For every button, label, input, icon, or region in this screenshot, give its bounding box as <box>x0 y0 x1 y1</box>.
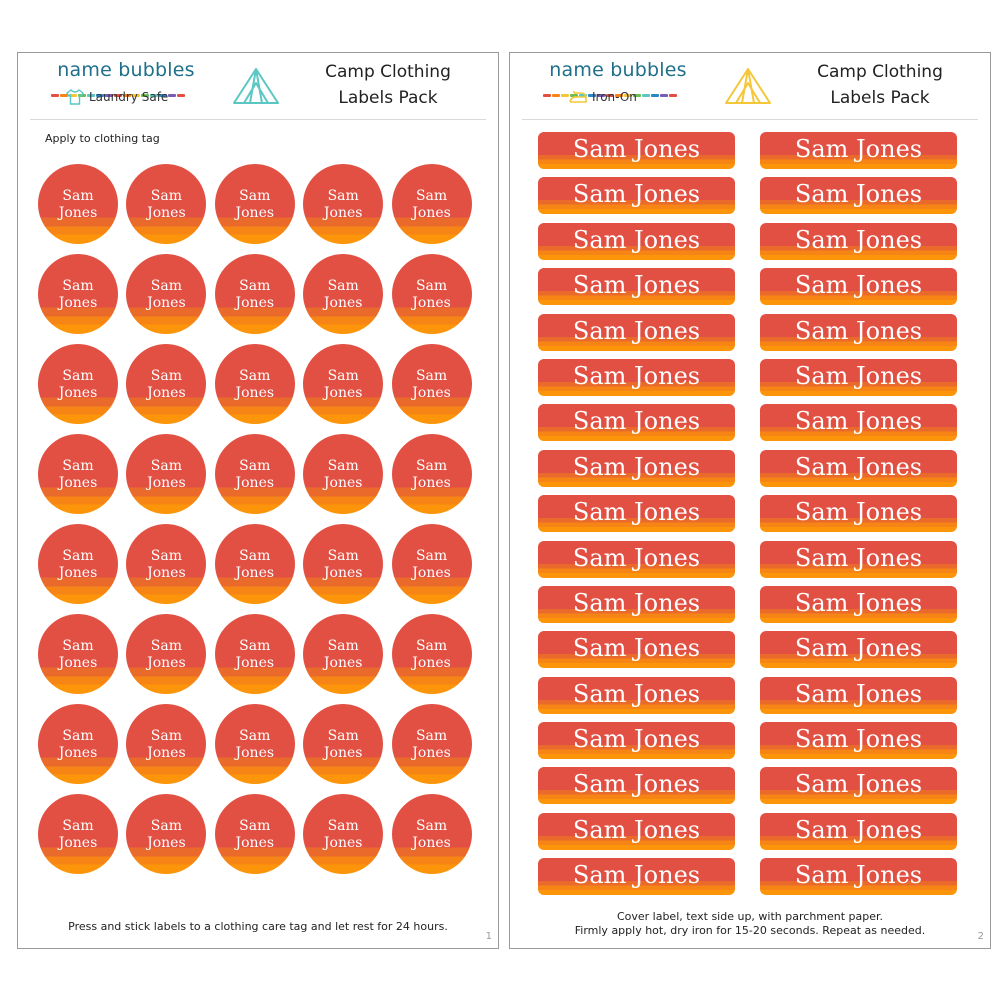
round-label-text <box>126 638 206 672</box>
label-first-name: Sam <box>415 188 448 204</box>
label-last-name: Jones <box>235 205 275 221</box>
label-first-name: Sam <box>327 278 359 294</box>
label-first-name: Sam <box>415 548 448 564</box>
label-first-name: Sam <box>150 728 182 744</box>
rectangle-name-label <box>760 858 957 895</box>
label-last-name: Jones <box>58 475 98 491</box>
label-first-name: Sam <box>239 368 271 384</box>
label-first-name: Sam <box>62 818 94 834</box>
round-name-label <box>126 794 206 874</box>
label-last-name: Jones <box>235 655 275 671</box>
rectangle-name-label <box>538 404 735 441</box>
round-name-label <box>38 434 118 514</box>
label-last-name: Jones <box>58 205 98 221</box>
label-last-name: Jones <box>412 295 451 311</box>
brand-logo-underline <box>543 82 693 86</box>
round-label-text <box>392 368 472 402</box>
rectangle-name-label <box>760 541 957 578</box>
iron-instruction-line-1: Cover label, text side up, with parchment paper. <box>616 910 884 923</box>
rectangle-label-text: Sam Jones <box>794 588 923 617</box>
header-divider <box>522 119 978 120</box>
rectangle-name-label <box>538 767 735 804</box>
iron-icon <box>568 89 588 105</box>
label-first-name: Sam <box>62 548 94 564</box>
rectangle-label-text: Sam Jones <box>794 543 923 572</box>
label-last-name: Jones <box>323 835 363 851</box>
rectangle-name-label <box>760 495 957 532</box>
round-name-label <box>215 704 295 784</box>
rectangle-label-text: Sam Jones <box>794 452 923 481</box>
rectangle-label-text: Sam Jones <box>572 861 701 890</box>
rectangle-label-text: Sam Jones <box>572 180 701 209</box>
iron-instruction-line-2: Firmly apply hot, dry iron for 15-20 seconds. Repeat as needed. <box>574 924 926 937</box>
rectangle-label-text: Sam Jones <box>572 498 701 527</box>
tent-icon <box>722 65 774 109</box>
label-last-name: Jones <box>412 835 451 851</box>
rectangle-label-text: Sam Jones <box>794 316 923 345</box>
label-first-name: Sam <box>415 818 448 834</box>
rectangle-label-text: Sam Jones <box>572 316 701 345</box>
round-label-text <box>126 548 206 582</box>
rectangle-label-text: Sam Jones <box>572 679 701 708</box>
label-first-name: Sam <box>239 548 271 564</box>
round-name-label <box>392 524 472 604</box>
label-first-name: Sam <box>62 188 94 204</box>
label-sheet-laundry-safe <box>17 52 499 949</box>
rectangle-label-text: Sam Jones <box>794 407 923 436</box>
label-last-name: Jones <box>412 475 451 491</box>
round-name-label <box>303 614 383 694</box>
rectangle-label-text: Sam Jones <box>572 361 701 390</box>
label-last-name: Jones <box>147 745 186 761</box>
rectangle-label-text: Sam Jones <box>572 588 701 617</box>
label-first-name: Sam <box>62 728 94 744</box>
rectangle-label-grid <box>538 132 957 895</box>
label-last-name: Jones <box>58 745 98 761</box>
round-label-text <box>38 548 118 582</box>
round-label-text <box>126 368 206 402</box>
round-name-label <box>303 524 383 604</box>
round-label-text <box>392 638 472 672</box>
round-label-text <box>215 728 295 762</box>
rectangle-name-label <box>538 813 735 850</box>
label-last-name: Jones <box>412 385 451 401</box>
label-first-name: Sam <box>415 368 448 384</box>
round-label-text <box>215 818 295 852</box>
rectangle-name-label <box>760 268 957 305</box>
label-first-name: Sam <box>415 458 448 474</box>
label-first-name: Sam <box>327 368 359 384</box>
title-line-1: Camp Clothing <box>325 62 451 82</box>
round-name-label <box>303 344 383 424</box>
rectangle-label-text: Sam Jones <box>572 634 701 663</box>
rectangle-name-label <box>538 450 735 487</box>
label-last-name: Jones <box>323 205 363 221</box>
round-name-label <box>126 614 206 694</box>
rectangle-label-text: Sam Jones <box>572 543 701 572</box>
label-first-name: Sam <box>415 638 448 654</box>
feature-badge <box>65 89 168 105</box>
label-first-name: Sam <box>327 548 359 564</box>
round-name-label <box>38 344 118 424</box>
brand-logo-underline <box>51 82 201 86</box>
label-first-name: Sam <box>62 638 94 654</box>
label-last-name: Jones <box>235 745 275 761</box>
rectangle-label-text: Sam Jones <box>572 452 701 481</box>
title-line-1: Camp Clothing <box>817 62 943 82</box>
round-name-label <box>215 524 295 604</box>
rectangle-label-text: Sam Jones <box>794 135 923 163</box>
label-first-name: Sam <box>415 278 448 294</box>
rectangle-label-text: Sam Jones <box>794 679 923 708</box>
round-name-label <box>392 614 472 694</box>
rectangle-name-label <box>760 586 957 623</box>
round-name-label <box>38 524 118 604</box>
round-name-label <box>303 164 383 244</box>
rectangle-label-text: Sam Jones <box>572 225 701 254</box>
label-last-name: Jones <box>235 565 275 581</box>
rectangle-label-text: Sam Jones <box>794 225 923 254</box>
label-last-name: Jones <box>147 475 186 491</box>
round-name-label <box>215 434 295 514</box>
rectangle-name-label <box>538 132 735 169</box>
label-first-name: Sam <box>150 638 182 654</box>
round-label-text <box>303 638 383 672</box>
shirt-icon <box>65 89 85 105</box>
label-last-name: Jones <box>412 655 451 671</box>
rectangle-name-label <box>538 359 735 396</box>
round-name-label <box>303 794 383 874</box>
round-label-text <box>392 278 472 312</box>
label-last-name: Jones <box>147 205 186 221</box>
rectangle-name-label <box>538 177 735 214</box>
label-last-name: Jones <box>235 385 275 401</box>
round-name-label <box>392 794 472 874</box>
round-label-text <box>392 818 472 852</box>
round-label-text <box>126 188 206 222</box>
label-last-name: Jones <box>323 565 363 581</box>
round-label-text <box>215 278 295 312</box>
rectangle-name-label <box>760 314 957 351</box>
rectangle-label-text: Sam Jones <box>572 271 701 300</box>
sheet-title <box>800 59 960 111</box>
round-label-text <box>126 728 206 762</box>
label-last-name: Jones <box>235 295 275 311</box>
round-name-label <box>215 164 295 244</box>
title-line-2: Labels Pack <box>338 88 438 108</box>
round-label-text <box>38 818 118 852</box>
label-first-name: Sam <box>150 368 182 384</box>
rectangle-name-label <box>538 541 735 578</box>
round-name-label <box>38 794 118 874</box>
label-last-name: Jones <box>147 295 186 311</box>
feature-label: Iron-On <box>592 90 637 104</box>
round-name-label <box>392 434 472 514</box>
rectangle-label-text: Sam Jones <box>572 135 701 163</box>
round-label-text <box>303 728 383 762</box>
label-last-name: Jones <box>323 385 363 401</box>
round-label-text <box>392 728 472 762</box>
label-first-name: Sam <box>150 188 182 204</box>
round-label-text <box>303 368 383 402</box>
round-label-text <box>126 818 206 852</box>
label-last-name: Jones <box>58 835 98 851</box>
round-name-label <box>38 614 118 694</box>
round-label-text <box>215 548 295 582</box>
round-label-text <box>215 188 295 222</box>
label-first-name: Sam <box>327 818 359 834</box>
label-first-name: Sam <box>327 728 359 744</box>
label-first-name: Sam <box>62 368 94 384</box>
brand-logo: name bubbles <box>57 59 195 81</box>
round-label-text <box>38 638 118 672</box>
rectangle-name-label <box>538 586 735 623</box>
application-instruction: Apply to clothing tag <box>45 132 160 145</box>
label-last-name: Jones <box>235 835 275 851</box>
label-last-name: Jones <box>58 295 98 311</box>
label-first-name: Sam <box>239 188 271 204</box>
round-name-label <box>38 704 118 784</box>
round-name-label <box>38 254 118 334</box>
round-name-label <box>126 434 206 514</box>
label-first-name: Sam <box>327 458 359 474</box>
round-label-text <box>303 278 383 312</box>
round-label-text <box>215 368 295 402</box>
label-first-name: Sam <box>239 728 271 744</box>
label-sheet-iron-on <box>509 52 991 949</box>
round-name-label <box>215 254 295 334</box>
page-number: 1 <box>485 931 492 942</box>
round-label-text <box>392 548 472 582</box>
label-first-name: Sam <box>150 278 182 294</box>
label-last-name: Jones <box>412 745 451 761</box>
label-first-name: Sam <box>62 458 94 474</box>
rectangle-name-label <box>760 132 957 169</box>
round-label-text <box>392 458 472 492</box>
rectangle-name-label <box>538 722 735 759</box>
round-label-text <box>126 278 206 312</box>
page-number: 2 <box>977 931 984 942</box>
label-last-name: Jones <box>147 655 186 671</box>
round-name-label <box>126 524 206 604</box>
rectangle-label-text: Sam Jones <box>794 498 923 527</box>
rectangle-name-label <box>760 722 957 759</box>
rectangle-name-label <box>538 314 735 351</box>
rectangle-name-label <box>538 677 735 714</box>
label-last-name: Jones <box>58 385 98 401</box>
round-name-label <box>303 254 383 334</box>
round-name-label <box>392 704 472 784</box>
round-name-label <box>392 254 472 334</box>
round-name-label <box>126 254 206 334</box>
round-label-text <box>126 458 206 492</box>
label-first-name: Sam <box>327 188 359 204</box>
round-label-text <box>215 638 295 672</box>
label-first-name: Sam <box>239 818 271 834</box>
rectangle-label-text: Sam Jones <box>794 271 923 300</box>
label-first-name: Sam <box>150 458 182 474</box>
round-label-grid <box>38 164 472 874</box>
label-first-name: Sam <box>415 728 448 744</box>
rectangle-name-label <box>760 813 957 850</box>
round-name-label <box>303 704 383 784</box>
label-last-name: Jones <box>147 835 186 851</box>
rectangle-name-label <box>760 677 957 714</box>
label-last-name: Jones <box>58 565 98 581</box>
round-label-text <box>38 458 118 492</box>
label-first-name: Sam <box>239 458 271 474</box>
label-first-name: Sam <box>239 278 271 294</box>
rectangle-name-label <box>760 450 957 487</box>
label-last-name: Jones <box>235 475 275 491</box>
rectangle-name-label <box>538 268 735 305</box>
rectangle-label-text: Sam Jones <box>794 634 923 663</box>
round-label-text <box>303 818 383 852</box>
round-name-label <box>392 344 472 424</box>
round-name-label <box>215 614 295 694</box>
sheet-title <box>308 59 468 111</box>
rectangle-name-label <box>760 359 957 396</box>
round-label-text <box>38 278 118 312</box>
rectangle-label-text: Sam Jones <box>794 815 923 844</box>
iron-instruction <box>510 910 990 938</box>
label-first-name: Sam <box>150 818 182 834</box>
brand-logo: name bubbles <box>549 59 687 81</box>
label-last-name: Jones <box>323 655 363 671</box>
rectangle-name-label <box>538 223 735 260</box>
round-name-label <box>215 344 295 424</box>
round-name-label <box>126 344 206 424</box>
rectangle-name-label <box>760 631 957 668</box>
rectangle-label-text: Sam Jones <box>794 861 923 890</box>
label-first-name: Sam <box>150 548 182 564</box>
label-last-name: Jones <box>323 295 363 311</box>
feature-label: Laundry Safe <box>89 90 169 104</box>
label-last-name: Jones <box>323 745 363 761</box>
round-label-text <box>38 728 118 762</box>
round-name-label <box>126 164 206 244</box>
rectangle-label-text: Sam Jones <box>572 770 701 799</box>
rectangle-name-label <box>538 631 735 668</box>
label-last-name: Jones <box>147 565 186 581</box>
rectangle-name-label <box>760 767 957 804</box>
rectangle-name-label <box>760 223 957 260</box>
rectangle-label-text: Sam Jones <box>572 725 701 754</box>
label-last-name: Jones <box>323 475 363 491</box>
rectangle-label-text: Sam Jones <box>794 180 923 209</box>
rectangle-label-text: Sam Jones <box>572 407 701 436</box>
round-label-text <box>38 368 118 402</box>
rectangle-label-text: Sam Jones <box>794 361 923 390</box>
round-name-label <box>38 164 118 244</box>
round-label-text <box>303 188 383 222</box>
label-first-name: Sam <box>62 278 94 294</box>
feature-badge <box>568 89 637 105</box>
rectangle-name-label <box>538 858 735 895</box>
rectangle-label-text: Sam Jones <box>794 725 923 754</box>
round-name-label <box>215 794 295 874</box>
label-last-name: Jones <box>147 385 186 401</box>
round-name-label <box>126 704 206 784</box>
label-last-name: Jones <box>412 565 451 581</box>
round-label-text <box>215 458 295 492</box>
care-instruction: Press and stick labels to a clothing care tag and let rest for 24 hours. <box>68 920 448 933</box>
round-label-text <box>303 548 383 582</box>
round-label-text <box>392 188 472 222</box>
rectangle-name-label <box>538 495 735 532</box>
header-divider <box>30 119 486 120</box>
rectangle-name-label <box>760 177 957 214</box>
title-line-2: Labels Pack <box>830 88 930 108</box>
label-last-name: Jones <box>412 205 451 221</box>
label-last-name: Jones <box>58 655 98 671</box>
round-label-text <box>38 188 118 222</box>
round-name-label <box>392 164 472 244</box>
label-first-name: Sam <box>239 638 271 654</box>
round-label-text <box>303 458 383 492</box>
rectangle-label-text: Sam Jones <box>794 770 923 799</box>
rectangle-name-label <box>760 404 957 441</box>
rectangle-label-text: Sam Jones <box>572 815 701 844</box>
label-first-name: Sam <box>327 638 359 654</box>
round-name-label <box>303 434 383 514</box>
tent-icon <box>230 65 282 109</box>
